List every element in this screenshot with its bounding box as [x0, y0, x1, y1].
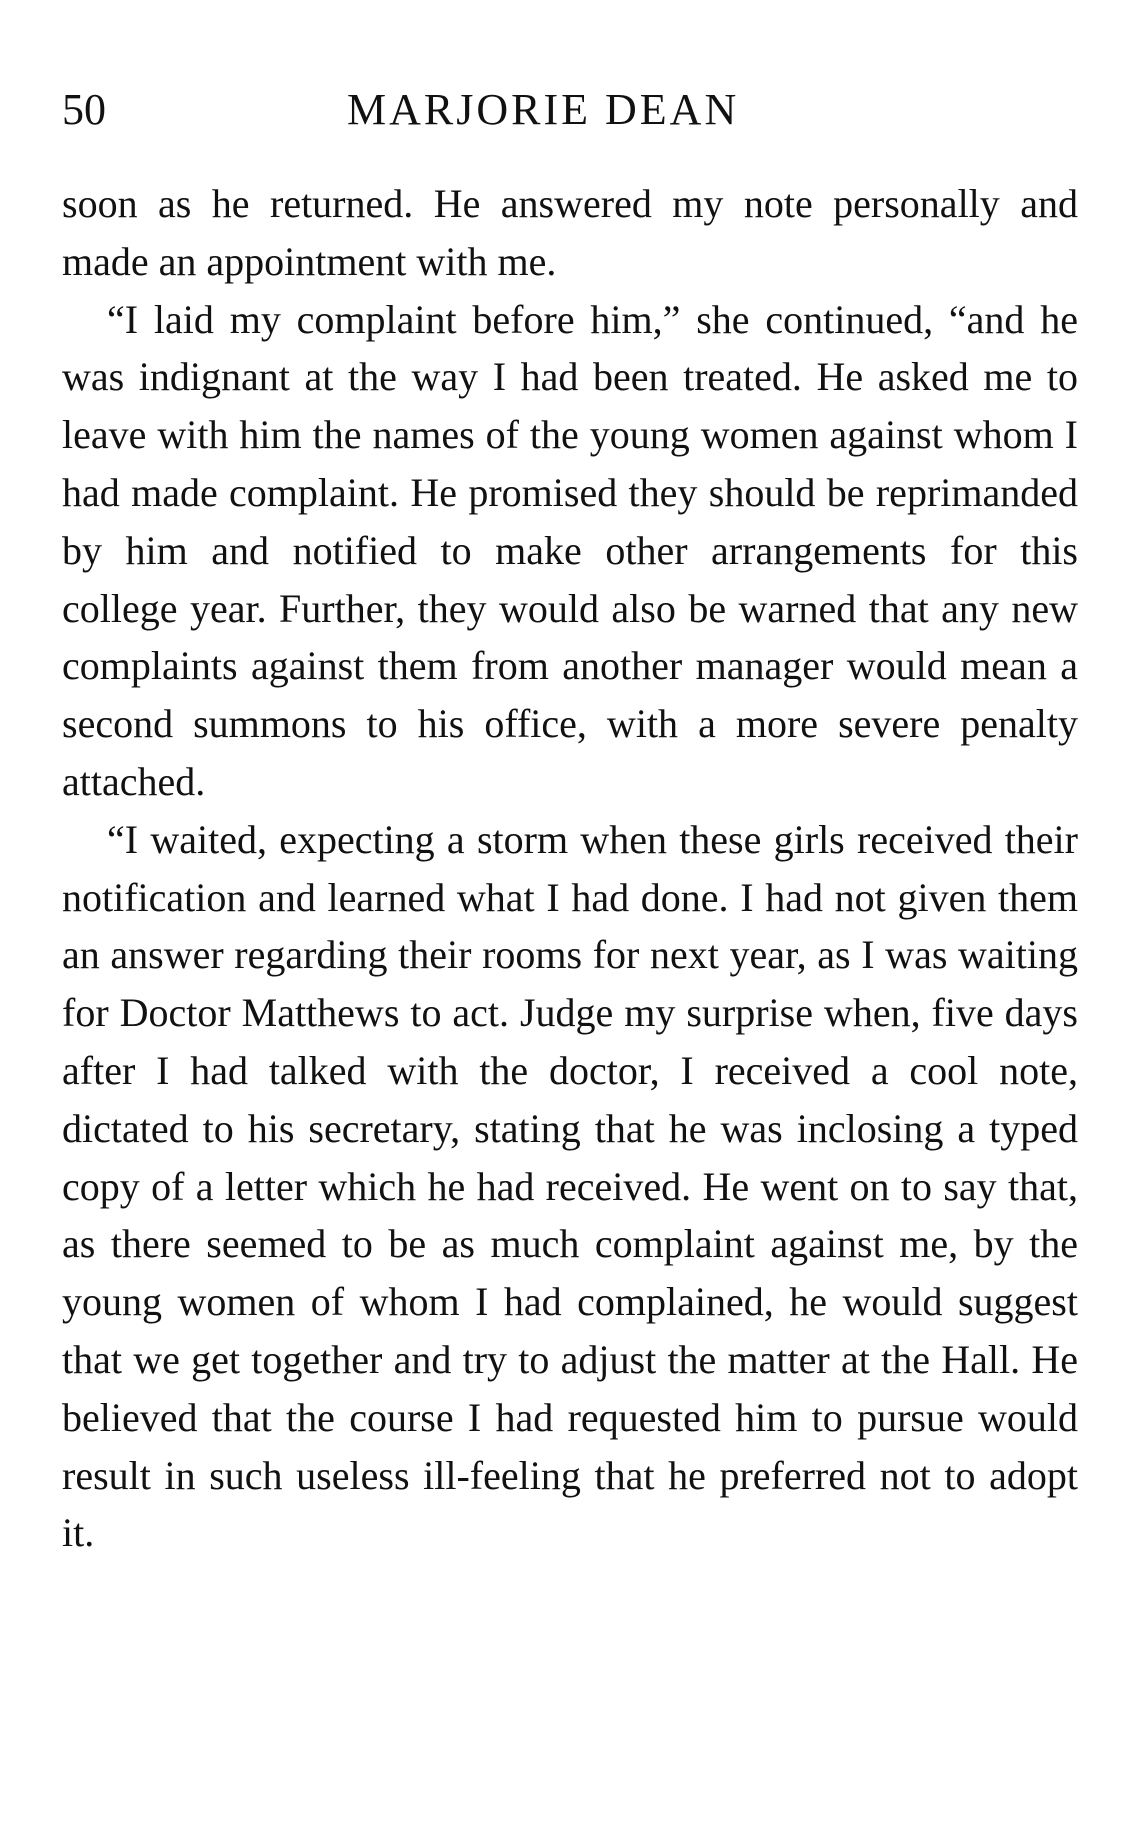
paragraph-complaint: “I laid my complaint before him,” she continued, “and he was indignant at the way I had been treated. He asked me to leave with him the names of the young women against whom I had made complaint. He promised they should be reprimanded by him and notified to make other arrangements for this college year. Further, they would also be warned that any new complaints against them from another manager would mean a second summons to his office, with a more severe penalty attached.	[62, 296, 1078, 804]
running-head	[62, 80, 1078, 140]
body-text	[62, 175, 1078, 1562]
paragraph-continuation: soon as he returned. He answered my note personally and made an appointment with me.	[62, 181, 1078, 284]
page-number: 50	[62, 85, 106, 134]
paragraph-waiting: “I waited, expecting a storm when these girls received their notification and learned what I had done. I had not given them an answer regarding their rooms for next year, as I was waiting for Doctor Matthews to act. Judge my surprise when, five days after I had talked with the doctor, I received a cool note, dictated to his secretary, stating that he was inclosing a typed copy of a letter which he had received. He went on to say that, as there seemed to be as much complaint against me, by the young women of whom I had complained, he would suggest that we get together and try to adjust the matter at the Hall. He believed that the course I had requested him to pursue would result in such useless ill-feeling that he preferred not to adopt it.	[62, 816, 1078, 1556]
book-title: MARJORIE DEAN	[347, 85, 740, 134]
